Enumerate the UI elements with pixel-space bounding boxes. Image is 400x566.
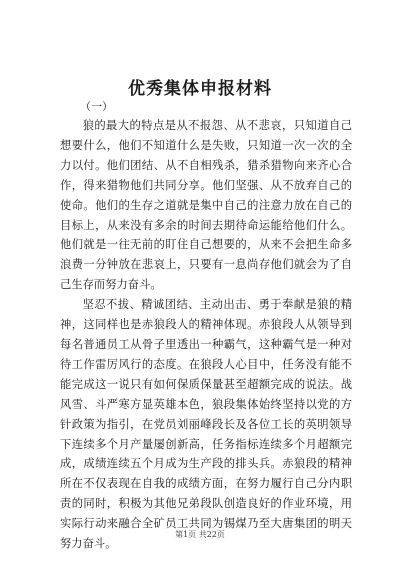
paragraph-2: 坚忍不拔、精诚团结、主动出击、勇于奉献是狼的精神，这同样也是赤狼段人的精神体现。赤狼段人从领导到每名普通员工从骨子里透出一种霸气，这种霸气是一种对待工作雷厉风行的态度。在狼段人心目中，任务没有能不能完成这一说只有如何保质保量甚至超额完成的说法。战风雪、斗严寒方显英雄本色，狼段集体始终坚持以党的方针政策为指引，在党员刘丽峰段长及各位工长的英明领导下连续多个月产量屡创新高，任务指标连续多个月超额完成，成绩连续五个月成为生产段的排头兵。赤狼段的精神所在不仅表现在自我的成绩方面，在努力履行自己分内职责的同时，积极为其他兄弟段队创造良好的作业环境，用实际行动来融合全矿员工共同为锡煤乃至大唐集团的明天努力奋斗。 [60, 298, 352, 551]
document-title: 优秀集体申报材料 [128, 79, 272, 99]
paragraph-1: 狼的最大的特点是从不报怨、从不悲哀，只知道自己想要什么，他们不知道什么是失败，只知道一次一次的全力以付。他们团结、从不自相残杀，猎杀猎物向来齐心合作，得来猎物他们共同分享。他们坚强、从不放弃自己的使命。他们的生存之道就是集中自己的注意力放在自己的目标上，从来没有多余的时间去期待命运能给他们什么。他们就是一往无前的盯住自己想要的，从来不会把生命多浪费一分钟放在悲哀上，只要有一息尚存他们就会为了自己生存而努力奋斗。 [60, 119, 352, 292]
document-body [60, 116, 352, 554]
page-footer: 第1页 共22页 [175, 530, 225, 539]
section-label: （一） [80, 100, 113, 113]
